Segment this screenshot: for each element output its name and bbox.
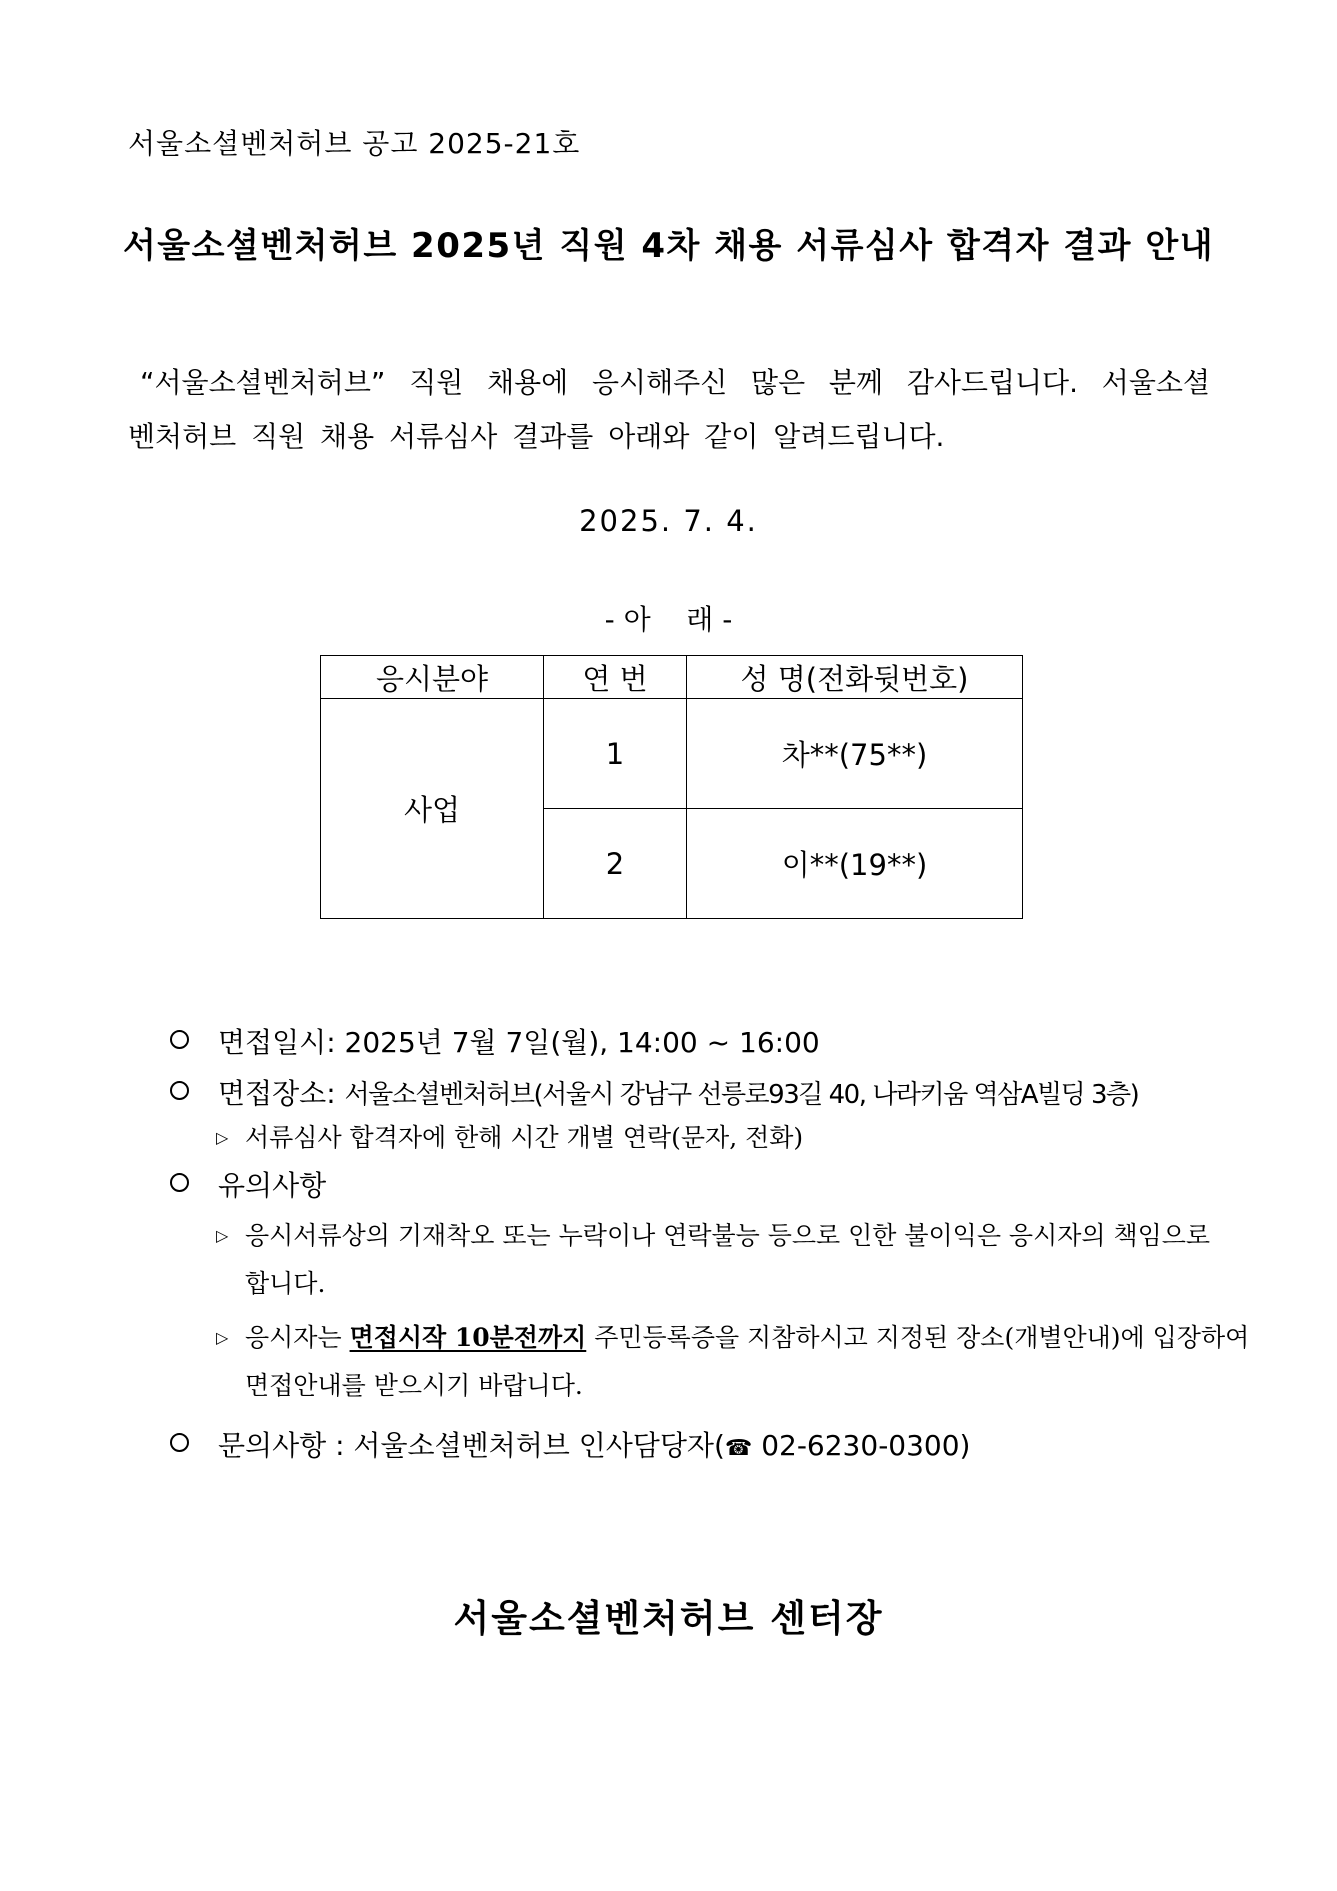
inquiry-prefix: 문의사항 : 서울소셜벤처허브 인사담당자( — [218, 1429, 725, 1462]
signature: 서울소셜벤처허브 센터장 — [453, 1597, 884, 1640]
table-header-row — [321, 656, 1023, 699]
triangle-bullet-icon: ▷ — [216, 1226, 229, 1245]
note-2-prefix: 응시자는 — [245, 1323, 350, 1352]
contact-note-text: 서류심사 합격자에 한해 시간 개별 연락(문자, 전화) — [245, 1123, 804, 1152]
note-2-line-1 — [245, 1314, 1250, 1362]
circle-bullet-icon — [170, 1030, 189, 1049]
table-row — [321, 699, 1023, 809]
intro-line-2: 벤처허브 직원 채용 서류심사 결과를 아래와 같이 알려드립니다. — [128, 420, 945, 453]
intro-paragraph — [128, 356, 1210, 464]
name-cell: 차**(75**) — [687, 699, 1023, 809]
document-title: 서울소셜벤처허브 2025년 직원 4차 채용 서류심사 합격자 결과 안내 — [122, 226, 1215, 266]
note-2-line-2: 면접안내를 받으시기 바랍니다. — [245, 1371, 583, 1400]
interview-place-item — [170, 1076, 1220, 1110]
name-cell: 이**(19**) — [687, 809, 1023, 919]
circle-bullet-icon — [170, 1173, 189, 1192]
note-item-2 — [170, 1314, 1250, 1410]
circle-bullet-icon — [170, 1433, 189, 1452]
note-1-line-2: 합니다. — [245, 1269, 326, 1298]
inquiry-text — [218, 1424, 970, 1464]
notes-heading-item — [170, 1168, 1220, 1202]
interview-time-item — [170, 1025, 1220, 1059]
note-2-suffix: 주민등록증을 지참하시고 지정된 장소(개별안내)에 입장하여 — [586, 1323, 1250, 1352]
below-marker: - 아 래 - — [604, 603, 733, 636]
interview-place-label: 면접장소: — [218, 1077, 345, 1110]
circle-bullet-icon — [170, 1081, 189, 1100]
field-cell: 사업 — [321, 699, 544, 919]
note-2-emphasis: 면접시작 10분전까지 — [349, 1323, 587, 1352]
triangle-bullet-icon: ▷ — [216, 1328, 229, 1347]
notice-date: 2025. 7. 4. — [579, 504, 758, 538]
interview-place-text — [218, 1072, 1138, 1112]
interview-place-value: 서울소셜벤처허브(서울시 강남구 선릉로93길 40, 나라키움 역삼A빌딩 3층) — [344, 1080, 1139, 1110]
header-name: 성 명(전화뒷번호) — [687, 656, 1023, 699]
phone-icon: ☎ — [724, 1436, 753, 1461]
triangle-bullet-icon: ▷ — [216, 1128, 229, 1147]
header-number: 연 번 — [544, 656, 687, 699]
note-item-1 — [170, 1212, 1220, 1308]
inquiry-item — [170, 1428, 1220, 1462]
inquiry-phone: 02-6230-0300) — [752, 1429, 971, 1462]
interview-time-text: 면접일시: 2025년 7월 7일(월), 14:00 ~ 16:00 — [218, 1026, 820, 1059]
notes-heading-text: 유의사항 — [218, 1169, 327, 1202]
header-field: 응시분야 — [321, 656, 544, 699]
results-table — [320, 655, 1023, 919]
intro-line-1: “서울소셜벤처허브” 직원 채용에 응시해주신 많은 분께 감사드립니다. 서울소셜 — [140, 366, 1210, 399]
contact-note-item — [170, 1114, 1220, 1162]
number-cell: 2 — [544, 809, 687, 919]
note-1-line-1: 응시서류상의 기재착오 또는 누락이나 연락불능 등으로 인한 불이익은 응시자의 책임으로 — [245, 1221, 1211, 1250]
number-cell: 1 — [544, 699, 687, 809]
details-list — [170, 1025, 1250, 1462]
notice-number: 서울소셜벤처허브 공고 2025-21호 — [128, 127, 581, 160]
